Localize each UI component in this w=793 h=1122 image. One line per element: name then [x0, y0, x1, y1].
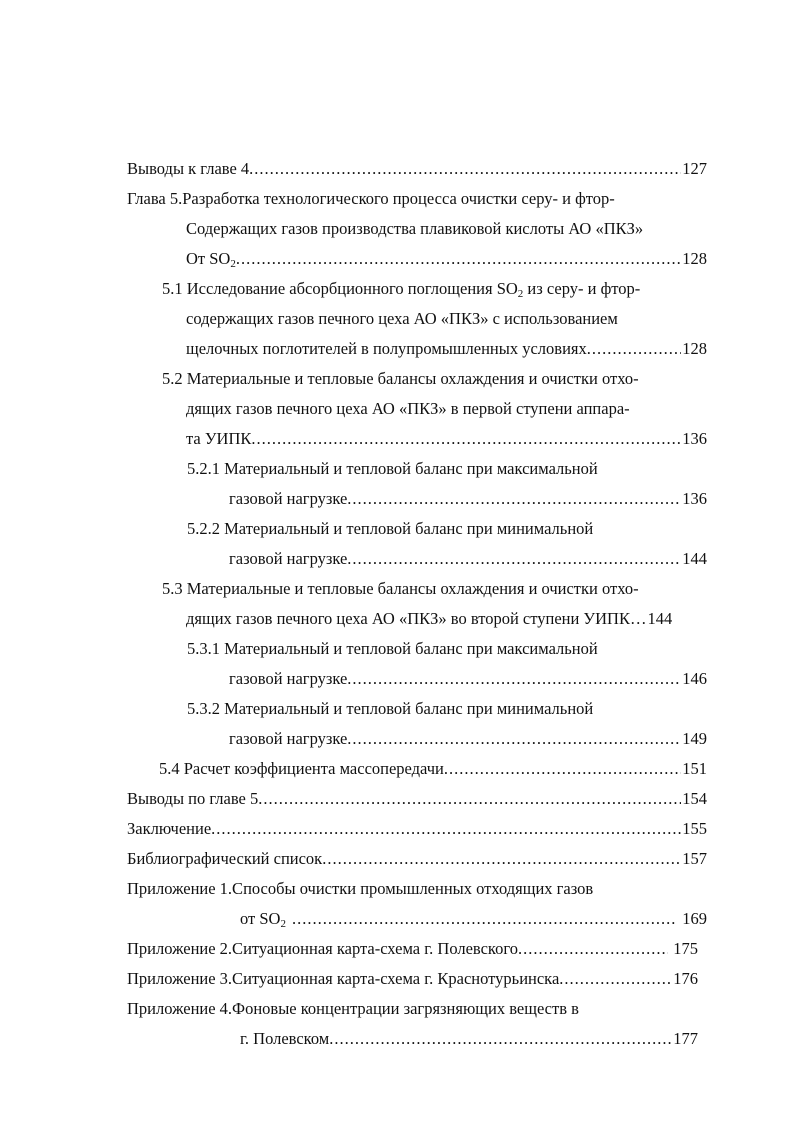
toc-entry-continuation	[186, 306, 706, 332]
toc-entry-title: 5.3.1 Материальный и тепловой баланс при максимальной	[187, 639, 598, 658]
toc-entry-title: газовой нагрузке	[229, 669, 348, 688]
toc-entry-title: От $SO_2$	[186, 249, 236, 270]
toc-page-number: 136	[682, 429, 707, 448]
toc-entry	[159, 756, 707, 782]
toc-entry-continuation	[186, 216, 706, 242]
toc-leader-dots	[347, 666, 681, 692]
toc-leader-dots	[518, 936, 668, 962]
toc-entry-continuation	[186, 396, 706, 422]
toc-leader-dots	[329, 1026, 672, 1052]
toc-entry-title: Глава 5.Разработка технологического процесса очистки серу- и фтор-	[127, 189, 615, 208]
toc-entry-continuation	[186, 246, 707, 272]
toc-entry	[127, 186, 707, 212]
toc-entry	[127, 156, 707, 182]
toc-entry-title: 5.3 Материальные и тепловые балансы охлаждения и очистки отхо-	[162, 579, 639, 598]
toc-page-number: 144	[647, 609, 673, 628]
toc-page-number: 154	[682, 789, 707, 808]
toc-leader-dots	[347, 486, 681, 512]
toc-entry	[187, 456, 707, 482]
toc-entry-continuation	[229, 666, 707, 692]
toc-entry-title: дящих газов печного цеха АО «ПКЗ» во второй ступени УИПК…	[186, 609, 647, 628]
toc-entry	[187, 696, 707, 722]
toc-entry	[127, 786, 707, 812]
toc-entry-title: газовой нагрузке	[229, 729, 348, 748]
toc-entry-continuation	[229, 726, 707, 752]
toc-entry-continuation	[186, 336, 707, 362]
toc-page-number: 169	[682, 909, 707, 928]
toc-entry-continuation	[186, 426, 707, 452]
toc-entry-title: 5.4 Расчет коэффициента массопередачи	[159, 759, 444, 778]
toc-entry-title: Выводы по главе 5	[127, 789, 259, 808]
toc-entry-title: та УИПК	[186, 429, 252, 448]
toc-entry-title: Приложение 3.Ситуационная карта-схема г. Краснотурьинска	[127, 969, 560, 988]
toc-page-number: 128	[682, 249, 707, 268]
toc-entry	[187, 636, 707, 662]
toc-entry-title: газовой нагрузке	[229, 549, 348, 568]
toc-leader-dots	[286, 906, 676, 932]
toc-entry	[127, 876, 707, 902]
toc-page-number: 127	[682, 159, 707, 178]
toc-entry-title: Приложение 4.Фоновые концентрации загрязняющих веществ в	[127, 999, 579, 1018]
toc-entry-title: 5.1 Исследование абсорбционного поглощения $SO_2$ из серу- и фтор-	[162, 279, 641, 300]
toc-page-number: 149	[682, 729, 707, 748]
toc-entry-title: дящих газов печного цеха АО «ПКЗ» в первой ступени аппара-	[186, 399, 630, 418]
toc-entry-continuation	[186, 606, 707, 632]
toc-entry-title: щелочных поглотителей в полупромышленных условиях	[186, 339, 587, 358]
toc-entry-title: г. Полевском	[240, 1029, 330, 1048]
toc-entry	[127, 996, 707, 1022]
toc-leader-dots	[258, 786, 681, 812]
toc-entry-title: Содержащих газов производства плавиковой кислоты АО «ПКЗ»	[186, 219, 644, 238]
toc-entry	[127, 966, 698, 992]
toc-page-number: 157	[682, 849, 707, 868]
toc-entry-continuation	[229, 486, 707, 512]
toc-leader-dots	[347, 726, 681, 752]
subscript: 2	[280, 918, 286, 930]
toc-entry-title: Приложение 2.Ситуационная карта-схема г. Полевского	[127, 939, 518, 958]
toc-leader-dots	[251, 426, 681, 452]
toc-entry	[162, 366, 707, 392]
toc-leader-dots	[211, 816, 681, 842]
toc-page-number: 144	[682, 549, 707, 568]
toc-entry-title: Приложение 1.Способы очистки промышленных отходящих газов	[127, 879, 594, 898]
toc-leader-dots	[236, 246, 681, 272]
toc-leader-dots	[347, 546, 681, 572]
toc-entry-continuation	[240, 906, 707, 932]
toc-page-number: 155	[682, 819, 707, 838]
toc-page-number: 177	[673, 1029, 698, 1048]
toc-leader-dots	[444, 756, 681, 782]
toc-entry-title: Выводы к главе 4	[127, 159, 250, 178]
toc-entry	[162, 576, 707, 602]
toc-leader-dots	[587, 336, 682, 362]
toc-entry-title: Заключение	[127, 819, 212, 838]
subscript: 2	[230, 258, 236, 270]
toc-entry-title: 5.2 Материальные и тепловые балансы охлаждения и очистки отхо-	[162, 369, 639, 388]
toc-entry-title: 5.3.2 Материальный и тепловой баланс при минимальной	[187, 699, 594, 718]
toc-entry	[127, 936, 698, 962]
toc-entry-continuation	[229, 546, 707, 572]
toc-leader-dots	[559, 966, 672, 992]
toc-entry-continuation	[240, 1026, 698, 1052]
toc-entry	[162, 276, 707, 302]
toc-page-number: 136	[682, 489, 707, 508]
toc-entry-title: содержащих газов печного цеха АО «ПКЗ» с использованием	[186, 309, 618, 328]
toc-entry-title: Библиографический список	[127, 849, 323, 868]
toc-entry-title: 5.2.2 Материальный и тепловой баланс при минимальной	[187, 519, 594, 538]
toc-entry-title: 5.2.1 Материальный и тепловой баланс при максимальной	[187, 459, 598, 478]
toc-entry-title: газовой нагрузке	[229, 489, 348, 508]
subscript: 2	[517, 288, 524, 300]
toc-entry	[127, 816, 707, 842]
toc-entry	[127, 846, 707, 872]
toc-leader-dots	[322, 846, 681, 872]
toc-page-number: 175	[673, 939, 698, 958]
toc-page-number: 128	[682, 339, 707, 358]
toc-entry	[187, 516, 707, 542]
toc-entry-title: от $SO_2$	[240, 909, 286, 930]
toc-page-number: 176	[673, 969, 698, 988]
toc-page-number: 146	[682, 669, 707, 688]
toc-leader-dots	[249, 156, 681, 182]
toc-page-number: 151	[682, 759, 707, 778]
